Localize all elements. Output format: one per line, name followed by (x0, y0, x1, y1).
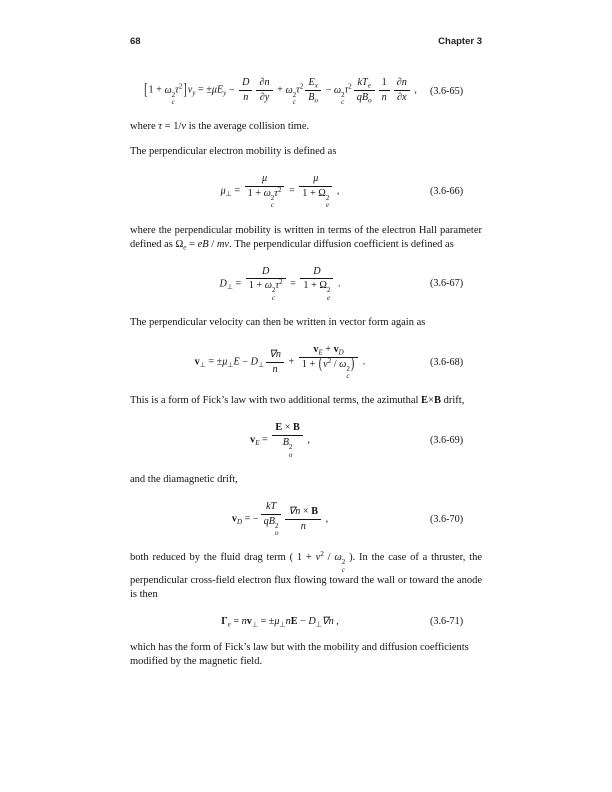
sub-sup-stack: ω 2 c (263, 187, 275, 210)
sub-sup-stack: B 2 o (268, 515, 279, 537)
sub-sup-stack: ω 2 c (285, 84, 297, 106)
equation-row (130, 344, 482, 380)
paragraph: which has the form of Fick’s law but with the mobility and diffusion coefficients modified by the magnetic field. (130, 641, 469, 667)
page-content (130, 47, 482, 669)
equation: $v_\perp = \pm\mu_\perp E - D_\perp$ $\frac{\nabla n}{n}$ + $v_E + v_D$ $1 + (\nu^2 / \omega$ 2 c ) . (194, 344, 366, 381)
equation-number: (3.6-66) (430, 185, 464, 197)
fraction: D 1 + ω 2 c $\tau^2$ (246, 266, 286, 302)
sub-sup-stack: Ω 2 e (319, 280, 331, 302)
equation: $v_E$ = E × B B 2 o , (250, 422, 310, 459)
fraction: $\frac{\partial n}{\partial y}$ (256, 77, 272, 103)
equation-number: (3.6-65) (430, 86, 464, 98)
paragraph: The perpendicular electron mobility is defined as (130, 146, 337, 158)
equation-row (130, 616, 482, 627)
equation-number: (3.6-68) (430, 356, 464, 368)
fraction: D 1 + Ω 2 e (300, 266, 333, 302)
sub-sup-stack: ω 2 c (339, 358, 350, 381)
fraction: $\frac{kT_e}{qB_o}$ (354, 77, 375, 103)
equation-row (130, 422, 482, 458)
paragraph: both reduced by the fluid drag term ( $1 + \nu^2 / \omega$ 2 c ). In the case of a thruster, the perpendicular cross-field electron flux flowing toward the wall or toward the anode is then (130, 550, 483, 600)
equation-row (130, 501, 482, 537)
paragraph: The perpendicular velocity can then be written in vector form again as (130, 317, 426, 329)
page-header (130, 36, 482, 47)
fraction: μ 1 + Ω 2 e (299, 173, 332, 209)
fraction: E × B B 2 o (272, 422, 302, 458)
sub-sup-stack: ω 2 c (264, 280, 276, 302)
equation-number: (3.6-70) (430, 513, 464, 525)
fraction: $\frac{\partial n}{\partial x}$ (394, 77, 410, 103)
paragraph: and the diamagnetic drift, (130, 473, 238, 485)
fraction: μ 1 + ω 2 c $\tau^2$ (245, 173, 285, 209)
equation-number: (3.6-71) (430, 615, 464, 627)
equation: $\mu_\perp$ = μ 1 + ω 2 c $\tau^2$ = μ 1 + Ω 2 e , (220, 173, 340, 210)
paragraph: where τ = 1/ν is the average collision time. (130, 121, 310, 133)
fraction: $\frac{\nabla n}{n}$ (266, 349, 284, 375)
equation-number: (3.6-69) (430, 435, 464, 447)
fraction: $\frac{1}{n}$ (379, 77, 390, 103)
sub-sup-stack: ω 2 c (334, 552, 346, 574)
paragraph: This is a form of Fick’s law with two additional terms, the azimuthal E×B drift, (130, 395, 465, 407)
equation: [1 + ω 2 c $\tau^2]v_y = \pm\mu E_y$ − $\frac{D}{n}$ $\frac{\partial n}{\partial y}$ + ω 2 c $\tau^2$ $\frac{E_x}{B_o}$ − ω 2 c $\tau^2$ $\frac{kT_e}{qB_o}$ $\frac{1}{n}$ $\frac{\partial n}{\partial x}$ , (144, 77, 417, 106)
chapter-title: Chapter 3 (438, 36, 482, 47)
fraction: $\frac{\nabla n \times B}{n}$ (285, 506, 321, 532)
fraction: $\frac{D}{n}$ (239, 77, 252, 103)
equation: $\Gamma_e = nv_\perp = \pm\mu_\perp nE - D_\perp\nabla n$ , (221, 615, 339, 629)
equation-number: (3.6-67) (430, 278, 464, 290)
equation-row (130, 77, 482, 106)
fraction: $\frac{E_x}{B_o}$ (305, 77, 321, 103)
equation-row (130, 173, 482, 209)
equation: $v_D$ = − kT qB 2 o $\frac{\nabla n \times B}{n}$ , (231, 500, 329, 537)
paragraph: where the perpendicular mobility is written in terms of the electron Hall parameter defined as $\Omega_e$ = eB / mν. The perpendicular diffusion coefficient is defined as (130, 224, 482, 252)
fraction: $v_E + v_D$ $1 + (\nu^2 / \omega$ 2 c ) (299, 344, 358, 380)
equation: $D_\perp$ = D 1 + ω 2 c $\tau^2$ = D 1 + Ω 2 e . (219, 265, 341, 302)
page-number: 68 (130, 36, 141, 47)
sub-sup-stack: B 2 o (282, 437, 293, 459)
equation-row (130, 266, 482, 302)
sub-sup-stack: ω 2 c (164, 84, 176, 106)
sub-sup-stack: Ω 2 e (318, 187, 330, 210)
sub-sup-stack: ω 2 c (333, 84, 345, 106)
fraction: kT qB 2 o (261, 501, 282, 537)
